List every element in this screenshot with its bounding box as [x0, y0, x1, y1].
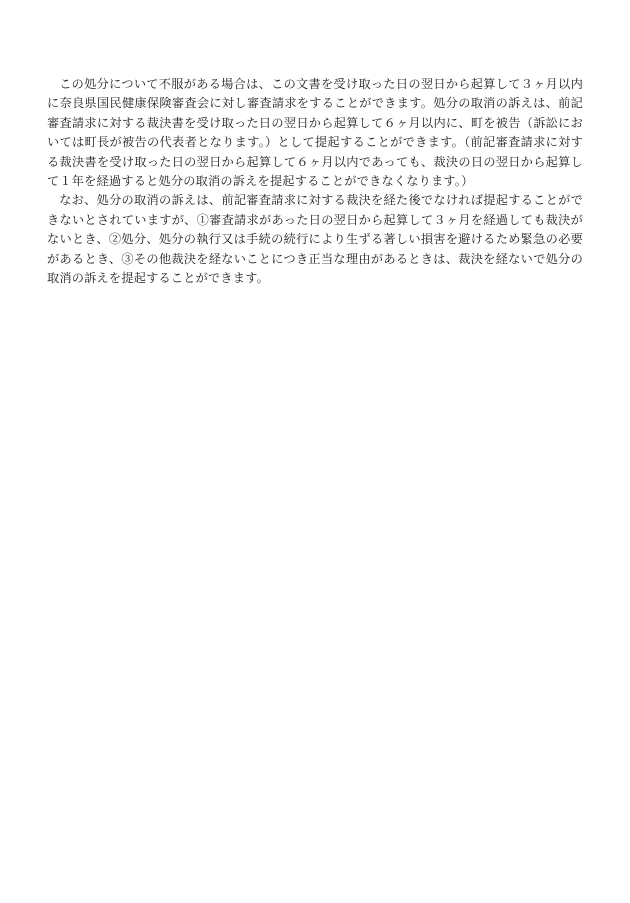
document-body [47, 75, 583, 288]
lawsuit-exception-paragraph: なお、処分の取消の訴えは、前記審査請求に対する裁決を経た後でなければ提起することができないとされていますが、①審査請求があった日の翌日から起算して３ヶ月を経過しても裁決がないとき、②処分、処分の執行又は手続の続行により生ずる著しい損害を避けるため緊急の必要があるとき、③その他裁決を経ないことにつき正当な理由があるときは、裁決を経ないで処分の取消の訴えを提起することができます。 [47, 193, 583, 286]
appeal-notice-paragraph: この処分について不服がある場合は、この文書を受け取った日の翌日から起算して３ヶ月以内に奈良県国民健康保険審査会に対し審査請求をすることができます。処分の取消の訴えは、前記審査請求に対する裁決書を受け取った日の翌日から起算して６ヶ月以内に、町を被告（訴訟においては町長が被告の代表者となります。）として提起することができます。（前記審査請求に対する裁決書を受け取った日の翌日から起算して６ヶ月以内であっても、裁決の日の翌日から起算して１年を経過すると処分の取消の訴えを提起することができなくなります。） [47, 77, 583, 189]
